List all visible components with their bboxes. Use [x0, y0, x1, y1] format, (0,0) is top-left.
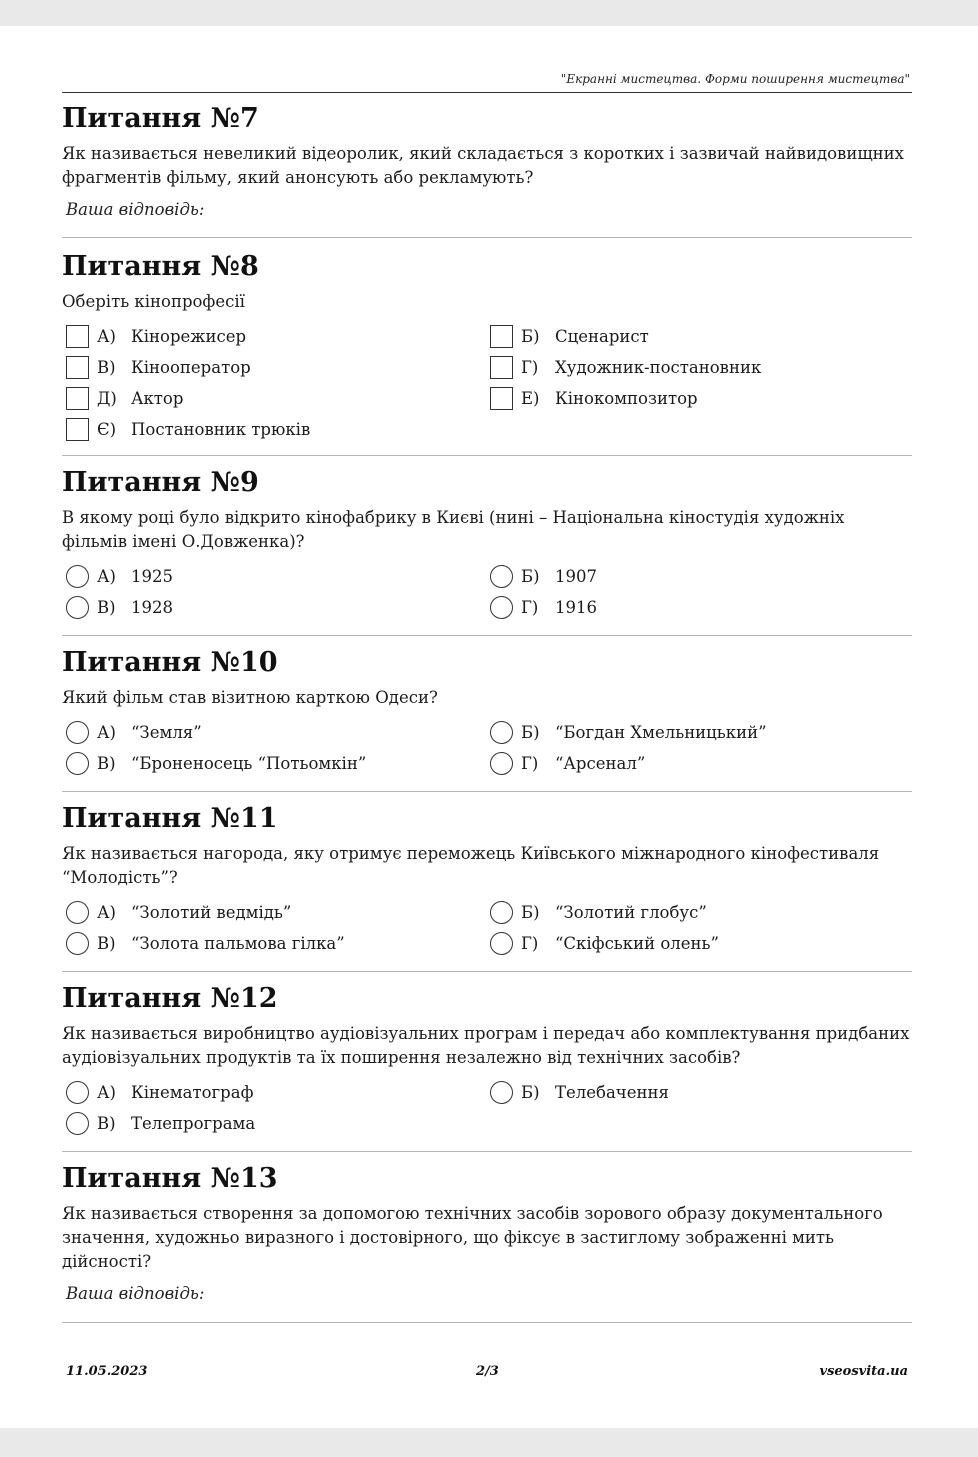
- divider: [62, 971, 912, 972]
- question-title: Питання №11: [62, 803, 278, 834]
- option-label: “Богдан Хмельницький”: [555, 722, 767, 742]
- option-label: Актор: [131, 388, 184, 408]
- option-label: Кінорежисер: [131, 326, 247, 346]
- option-letter: Б): [521, 1082, 540, 1102]
- option-label: 1916: [555, 597, 597, 617]
- option-label: Художник-постановник: [555, 357, 762, 377]
- option-ye[interactable]: [66, 415, 310, 443]
- question-text: Як називається нагорода, яку отримує переможець Київського міжнародного кінофестиваля “Молодість”?: [62, 844, 880, 887]
- document-page: [0, 26, 978, 1428]
- radio-button[interactable]: [66, 901, 89, 924]
- option-letter: А): [97, 1082, 116, 1102]
- option-label: “Золотий глобус”: [555, 902, 707, 922]
- question-7: [62, 102, 912, 219]
- question-title: Питання №10: [62, 647, 278, 678]
- option-letter: В): [97, 933, 116, 953]
- option-v[interactable]: [66, 929, 345, 957]
- radio-button[interactable]: [66, 1112, 89, 1135]
- question-title: Питання №8: [62, 251, 259, 282]
- radio-button[interactable]: [66, 565, 89, 588]
- question-text: Як називається створення за допомогою технічних засобів зорового образу документального значення, художньо виразного і достовірного, що фіксує в застиглому зображенні мить дійсності?: [62, 1204, 883, 1271]
- checkbox[interactable]: [490, 325, 513, 348]
- option-a[interactable]: [66, 898, 291, 926]
- option-v[interactable]: [66, 593, 173, 621]
- radio-button[interactable]: [490, 565, 513, 588]
- question-title: Питання №9: [62, 467, 259, 498]
- option-a[interactable]: [66, 322, 246, 350]
- radio-button[interactable]: [490, 932, 513, 955]
- option-h[interactable]: [490, 353, 761, 381]
- option-label: Телебачення: [555, 1082, 669, 1102]
- option-letter: А): [97, 326, 116, 346]
- footer-site: vseosvita.ua: [819, 1364, 908, 1379]
- answer-label: Ваша відповідь:: [66, 1284, 205, 1303]
- radio-button[interactable]: [490, 596, 513, 619]
- option-b[interactable]: [490, 322, 649, 350]
- option-a[interactable]: [66, 718, 202, 746]
- question-12: [62, 982, 912, 1138]
- option-b[interactable]: [490, 1078, 669, 1106]
- option-letter: Б): [521, 326, 540, 346]
- option-b[interactable]: [490, 898, 707, 926]
- option-letter: Г): [521, 357, 539, 377]
- checkbox[interactable]: [66, 418, 89, 441]
- option-label: “Золотий ведмідь”: [131, 902, 292, 922]
- radio-button[interactable]: [490, 721, 513, 744]
- question-text: Як називається невеликий відеоролик, який складається з коротких і зазвичай найвидовищних фрагментів фільму, який анонсують або рекламують?: [62, 144, 904, 187]
- option-letter: Б): [521, 902, 540, 922]
- option-letter: В): [97, 597, 116, 617]
- divider: [62, 791, 912, 792]
- divider: [62, 1151, 912, 1152]
- option-b[interactable]: [490, 562, 597, 590]
- page-footer: [66, 1364, 908, 1384]
- radio-button[interactable]: [490, 901, 513, 924]
- option-letter: Є): [97, 419, 117, 439]
- option-label: Сценарист: [555, 326, 649, 346]
- radio-button[interactable]: [66, 752, 89, 775]
- question-text: Як називається виробництво аудіовізуальних програм і передач або комплектування придбаних аудіовізуальних продуктів та їх поширення незалежно від технічних засобів?: [62, 1024, 910, 1067]
- radio-button[interactable]: [66, 721, 89, 744]
- question-title: Питання №7: [62, 103, 259, 134]
- checkbox[interactable]: [66, 325, 89, 348]
- options-list: [62, 718, 912, 778]
- options-list: [62, 562, 912, 622]
- checkbox[interactable]: [490, 356, 513, 379]
- option-label: 1928: [131, 597, 173, 617]
- option-a[interactable]: [66, 1078, 254, 1106]
- footer-page-number: 2/3: [476, 1364, 499, 1379]
- options-list: [62, 322, 912, 446]
- option-h[interactable]: [490, 593, 597, 621]
- radio-button[interactable]: [490, 752, 513, 775]
- option-letter: Д): [97, 388, 117, 408]
- option-letter: А): [97, 722, 116, 742]
- option-label: 1925: [131, 566, 173, 586]
- question-text: В якому році було відкрито кінофабрику в Києві (нині – Національна кіностудія художніх фільмів імені О.Довженка)?: [62, 508, 845, 551]
- option-letter: Г): [521, 933, 539, 953]
- option-b[interactable]: [490, 718, 767, 746]
- option-a[interactable]: [66, 562, 173, 590]
- option-letter: Б): [521, 722, 540, 742]
- option-v[interactable]: [66, 749, 366, 777]
- option-v[interactable]: [66, 353, 251, 381]
- divider: [62, 455, 912, 456]
- footer-date: 11.05.2023: [66, 1364, 148, 1379]
- question-8: [62, 250, 912, 446]
- options-list: [62, 898, 912, 958]
- option-label: Постановник трюків: [131, 419, 311, 439]
- option-letter: А): [97, 566, 116, 586]
- option-h[interactable]: [490, 749, 645, 777]
- radio-button[interactable]: [66, 1081, 89, 1104]
- option-label: Кінооператор: [131, 357, 251, 377]
- option-label: “Арсенал”: [555, 753, 646, 773]
- option-v[interactable]: [66, 1109, 255, 1137]
- divider: [62, 635, 912, 636]
- radio-button[interactable]: [490, 1081, 513, 1104]
- option-label: Телепрограма: [131, 1113, 256, 1133]
- option-label: “Золота пальмова гілка”: [131, 933, 345, 953]
- question-title: Питання №12: [62, 983, 278, 1014]
- option-e[interactable]: [490, 384, 698, 412]
- option-letter: В): [97, 357, 116, 377]
- radio-button[interactable]: [66, 596, 89, 619]
- option-letter: А): [97, 902, 116, 922]
- option-letter: Б): [521, 566, 540, 586]
- checkbox[interactable]: [490, 387, 513, 410]
- option-d[interactable]: [66, 384, 183, 412]
- question-13: [62, 1162, 912, 1303]
- option-letter: В): [97, 1113, 116, 1133]
- option-label: “Земля”: [131, 722, 202, 742]
- question-text: Який фільм став візитною карткою Одеси?: [62, 688, 438, 707]
- answer-label: Ваша відповідь:: [66, 200, 205, 219]
- question-9: [62, 466, 912, 622]
- header-subject: "Екранні мистецтва. Форми поширення мистецтва": [560, 72, 910, 86]
- question-11: [62, 802, 912, 958]
- option-label: Кінематограф: [131, 1082, 254, 1102]
- option-letter: Г): [521, 753, 539, 773]
- option-label: “Скіфський олень”: [555, 933, 719, 953]
- option-label: Кінокомпозитор: [555, 388, 698, 408]
- option-label: 1907: [555, 566, 597, 586]
- question-text: Оберіть кінопрофесії: [62, 292, 245, 311]
- radio-button[interactable]: [66, 932, 89, 955]
- divider: [62, 237, 912, 238]
- option-label: “Броненосець “Потьомкін”: [131, 753, 367, 773]
- option-h[interactable]: [490, 929, 719, 957]
- page-header: [62, 70, 912, 93]
- checkbox[interactable]: [66, 387, 89, 410]
- option-letter: Г): [521, 597, 539, 617]
- divider: [62, 1322, 912, 1323]
- option-letter: Е): [521, 388, 540, 408]
- question-10: [62, 646, 912, 778]
- question-title: Питання №13: [62, 1163, 278, 1194]
- option-letter: В): [97, 753, 116, 773]
- options-list: [62, 1078, 912, 1138]
- checkbox[interactable]: [66, 356, 89, 379]
